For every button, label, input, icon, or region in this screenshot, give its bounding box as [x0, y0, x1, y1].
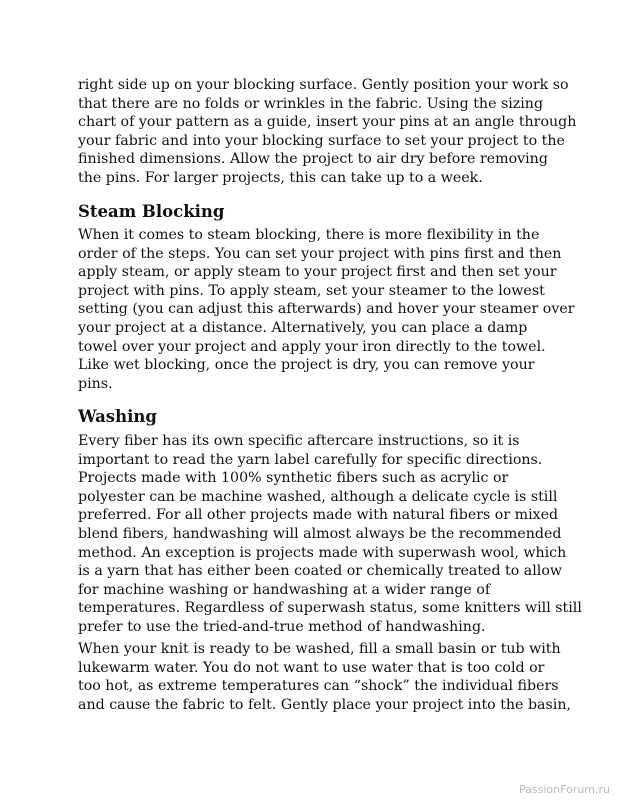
text-line: project with pins. To apply steam, set your steamer to the lowest [78, 282, 545, 299]
text-line: chart of your pattern as a guide, insert your pins at an angle through [78, 114, 577, 131]
text-line: polyester can be machine washed, although a delicate cycle is still [78, 488, 558, 505]
text-line: your project at a distance. Alternatively, you can place a damp [78, 319, 528, 336]
watermark: PassionForum.ru [519, 783, 610, 796]
heading-washing: Washing [78, 407, 157, 426]
text-line: Like wet blocking, once the project is dry, you can remove your [78, 357, 535, 374]
text-line: apply steam, or apply steam to your project first and then set your [78, 264, 557, 281]
text-line: for machine washing or handwashing at a wider range of [78, 581, 491, 598]
text-line: When your knit is ready to be washed, fill a small basin or tub with [78, 641, 561, 657]
text-line: that there are no folds or wrinkles in the fabric. Using the sizing [78, 95, 544, 112]
text-line: important to read the yarn label carefully for specific directions. [78, 451, 543, 468]
text-line: prefer to use the tried-and-true method of handwashing. [78, 618, 486, 635]
text-line: towel over your project and apply your iron directly to the towel. [78, 338, 546, 355]
text-line: order of the steps. You can set your project with pins first and then [78, 245, 562, 262]
text-line: lukewarm water. You do not want to use water that is too cold or [78, 659, 545, 676]
text-line: your fabric and into your blocking surface to set your project to the [78, 132, 565, 149]
paragraph-washing-steps [78, 640, 571, 714]
text-line: right side up on your blocking surface. Gently position your work so [78, 77, 569, 93]
text-line: pins. [78, 375, 113, 392]
text-line: setting (you can adjust this afterwards) and hover your steamer over [78, 301, 575, 318]
paragraph-blocking-end [78, 76, 576, 188]
text-line: finished dimensions. Allow the project to air dry before removing [78, 151, 548, 168]
text-line: Projects made with 100% synthetic fibers such as acrylic or [78, 470, 509, 487]
text-line: method. An exception is projects made with superwash wool, which [78, 544, 567, 561]
text-line: the pins. For larger projects, this can take up to a week. [78, 169, 483, 186]
text-line: and cause the fabric to felt. Gently place your project into the basin, [78, 696, 571, 713]
text-line: Every fiber has its own specific aftercare instructions, so it is [78, 433, 520, 449]
text-line: temperatures. Regardless of superwash status, some knitters will still [78, 600, 582, 617]
text-line: blend fibers, handwashing will almost always be the recommended [78, 525, 562, 542]
paragraph-washing-intro [78, 432, 582, 637]
heading-steam-blocking: Steam Blocking [78, 202, 225, 221]
text-line: When it comes to steam blocking, there is more flexibility in the [78, 227, 540, 243]
text-line: is a yarn that has either been coated or chemically treated to allow [78, 563, 563, 580]
paragraph-steam-blocking [78, 226, 575, 393]
text-line: preferred. For all other projects made with natural fibers or mixed [78, 507, 559, 524]
text-line: too hot, as extreme temperatures can “shock” the individual fibers [78, 678, 559, 695]
